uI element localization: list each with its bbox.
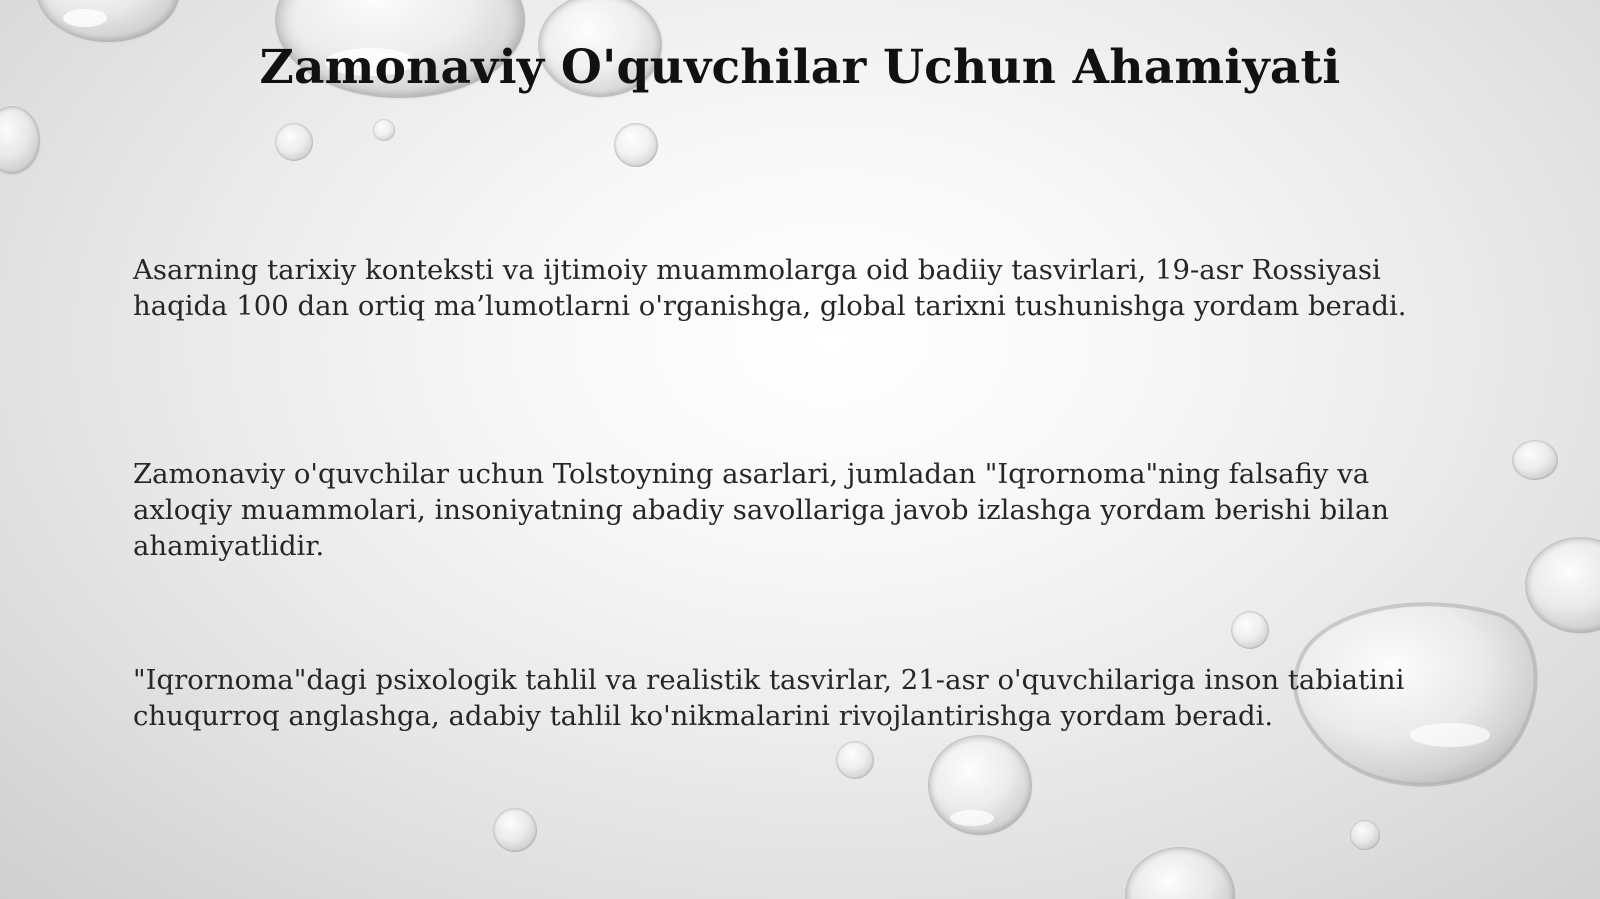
paragraph-modern-readers: Zamonaviy o'quvchilar uchun Tolstoyning asarlari, jumladan "Iqrornoma"ning falsafiy va axloqiy muammolari, insoniyatning abadiy savollariga javob izlashga yordam berishi bilan ahamiyatlidir. xyxy=(133,458,1389,562)
slide-title: Zamonaviy O'quvchilar Uchun Ahamiyati xyxy=(259,40,1341,95)
droplet xyxy=(1525,537,1600,633)
droplet xyxy=(36,0,180,42)
droplet xyxy=(493,808,537,852)
droplet xyxy=(0,106,40,174)
droplet xyxy=(1231,611,1269,649)
paragraph-psychological-analysis: "Iqrornoma"dagi psixologik tahlil va realistik tasvirlar, 21-asr o'quvchilariga inson tabiatini chuqurroq anglashga, adabiy tahlil ko'nikmalarini rivojlantirishga yordam beradi. xyxy=(133,664,1405,732)
paragraph-historical-context: Asarning tarixiy konteksti va ijtimoiy muammolarga oid badiiy tasvirlari, 19-asr Rossiyasi haqida 100 dan ortiq ma’lumotlarni o'rganishga, global tarixni tushunishga yordam beradi. xyxy=(133,254,1407,322)
droplet xyxy=(614,123,658,167)
droplet xyxy=(1512,440,1558,480)
droplet xyxy=(1125,847,1235,899)
droplet xyxy=(836,741,874,779)
droplet xyxy=(1350,820,1380,850)
droplet xyxy=(373,119,395,141)
droplet xyxy=(275,123,313,161)
droplet xyxy=(928,735,1032,835)
